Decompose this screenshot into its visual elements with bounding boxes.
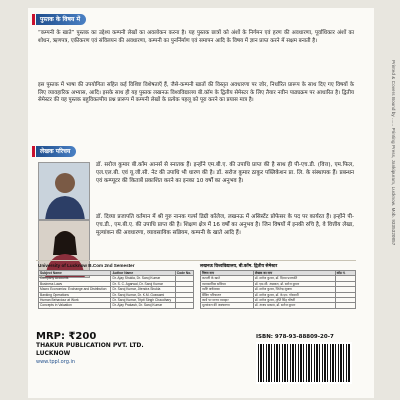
english-table-cell: Dr. Saroj Kumar, Tripti Singh Chaudhary [111, 298, 175, 303]
isbn-number: ISBN: 978-93-88809-20-7 [256, 334, 334, 340]
about-book-para2: इस पुस्तक में भाषा की उपयोगिता सहित कई विशिष्ट विशेषताएँ हैं, जैसे-कम्पनी खातों की विस्तृत अवधारणा पर जोर, निर्धारित प्रारूप के साथ दिए गए विषयों के लिए व्यावहारिक अभ्यास, आदि। इसके साथ ही यह पुस्तक लखनऊ विश्वविद्यालय बी.कॉम के द्वितीय सेमेस्टर के लिए तैयार नवीन पाठ्यक्रम पर आधारित है। द्वितीय सेमेस्टर की यह पुस्तक बहुविकल्पीय प्रश्न प्रारूप में कम्पनी लेखों के प्रत्येक पहलू को पूरा करने का प्रयास मात्र है। [38, 82, 354, 104]
authors-heading: लेखक परिचय [36, 146, 76, 157]
english-table-cell: Concepts in Valuation [39, 303, 111, 308]
english-table-cell: Dr. Saroj Kumar, Dr. K.M. Goswami [111, 292, 175, 297]
hindi-table-cell: डॉ. अजय प्रकाश, डॉ. सरोज कुमार [253, 303, 335, 308]
about-book-para1: “कम्पनी के खाते” पुस्तक का उद्देश्य कम्पनी लेखों का अवलोकन करना है। यह पुस्तक छात्रों को अंशों के निर्गमन एवं हरण की अवधारणा, पूर्वाधिकार अंशों का शोधन, ऋणपत्र, एकीकरण एवं संविलयन की अवधारणा, कम्पनी का पुनर्निर्माण एवं समापन आदि के विषय में ज्ञान प्राप्त करने में सक्षम बनाती है। [38, 30, 354, 44]
price-publisher-block [36, 331, 186, 393]
english-table-cell [175, 303, 193, 308]
hindi-table-cell: कम्पनी के खाते [201, 276, 254, 281]
english-table-cell: Dr. S. C. Agarwal, Dr. Saroj Kumar [111, 281, 175, 286]
english-table [38, 270, 194, 309]
hindi-table-cell: बैंकिंग परिचालन [201, 292, 254, 297]
hindi-table-cell [335, 303, 355, 308]
hindi-table-cell: डॉ. सरोज कुमार, तृप्ति सिंह चौधरी [253, 298, 335, 303]
english-table-cell: Dr. Saroj Kumar, Jitendra Shukla [111, 287, 175, 292]
printer-credit: Printed & Covers Bound by ...... Printing Press, Jankipuram, Lucknow. Mob. 9335320857 [391, 60, 396, 246]
author2-bio: डॉ. दिव्या प्रजापति वर्तमान में श्री गुरु नानक गर्ल्स डिग्री कॉलेज, लखनऊ में असिस्टेंट प्रोफेसर के पद पर कार्यरत हैं। इन्होंने पी-एच.डी., एम.बी.ए. की उपाधि प्राप्त की है। शिक्षण क्षेत्र में 16 वर्षों का अनुभव है। जिन विषयों में इनकी रुचि है, वे वित्तीय लेखा, मूल्यांकन की अवधारणा, व्यावसायिक सन्नियम, कम्पनी के खाते आदि हैं। [96, 214, 354, 236]
english-table-header-cell: Subject Name [39, 271, 111, 276]
back-cover [28, 8, 374, 398]
hindi-table-cell: कार्य पर मानव व्यवहार [201, 298, 254, 303]
hindi-table-cell: मूल्यांकन की अवधारणा [201, 303, 254, 308]
hindi-table-cell: डॉ. एस.सी. अग्रवाल, डॉ. सरोज कुमार [253, 281, 335, 286]
hindi-table-cell: डॉ. सरोज कुमार, जितेन्द्र शुक्ला [253, 287, 335, 292]
about-book-heading: पुस्तक के विषय में [36, 14, 86, 25]
hindi-table-cell: डॉ. सरोज कुमार, डॉ. दिव्या प्रजापति [253, 276, 335, 281]
divider [36, 260, 356, 261]
english-table-cell: Banking Operations [39, 292, 111, 297]
english-table-cell: Dr. Ajay Prakash, Dr. Saroj Kumar [111, 303, 175, 308]
barcode-icon [256, 342, 352, 384]
english-table-cell: Dr. Ajay Shukla, Dr. Saroj Kumar [111, 276, 175, 281]
english-table-cell: Business Laws [39, 281, 111, 286]
hindi-table [200, 270, 356, 309]
hindi-table-header-cell: कोड नं. [335, 271, 355, 276]
author1-photo [38, 162, 90, 220]
english-table-cell: Macro Economics: Exchange and Distribution [39, 287, 111, 292]
english-table-row [39, 298, 194, 303]
english-table-title: University of Lucknow B.Com 2nd Semester [38, 263, 135, 268]
hindi-table-cell: व्यावसायिक सन्नियम [201, 281, 254, 286]
english-table-row [39, 303, 194, 308]
hindi-table-header-cell: लेखक का नाम [253, 271, 335, 276]
hindi-table-row [201, 303, 356, 308]
author1-bio: डॉ. सरोज कुमार बी.कॉम आनर्स से स्नातक हैं। इन्होंने एम.बी.ए. की उपाधि प्राप्त की है साथ ही पी-एच.डी. (वित्त), एम.फिल, एल.एल.बी. एवं यू.जी.सी. नेट की उपाधि भी धारण की है। डॉ. सरोज कुमार ठाकुर पब्लिकेशन प्रा. लि. के संस्थापक हैं। प्रबन्धन एवं कम्प्यूटर की किताबें प्रकाशित करने का इनका 10 वर्षों का अनुभव है। [96, 162, 354, 184]
publisher-name: THAKUR PUBLICATION PVT. LTD. [36, 342, 144, 349]
hindi-table-cell: व्यष्टि अर्थशास्त्र [201, 287, 254, 292]
hindi-table-title: लखनऊ विश्वविद्यालय, बी.कॉम. द्वितीय सेमेस्टर [200, 263, 278, 268]
english-table-header-cell: Code No. [175, 271, 193, 276]
isbn-block [256, 334, 356, 392]
hindi-table-cell: डॉ. सरोज कुमार, डॉ. के.एम. गोस्वामी [253, 292, 335, 297]
mrp-price: MRP: ₹200 [36, 331, 97, 342]
publisher-website[interactable]: www.tppl.org.in [36, 359, 76, 365]
english-table-cell: Human Behaviour at Work [39, 298, 111, 303]
publisher-city: LUCKNOW [36, 350, 71, 357]
english-table-cell: Company Accounts [39, 276, 111, 281]
hindi-table-header-cell: विषय नाम [201, 271, 254, 276]
english-table-header-cell: Author Name [111, 271, 175, 276]
